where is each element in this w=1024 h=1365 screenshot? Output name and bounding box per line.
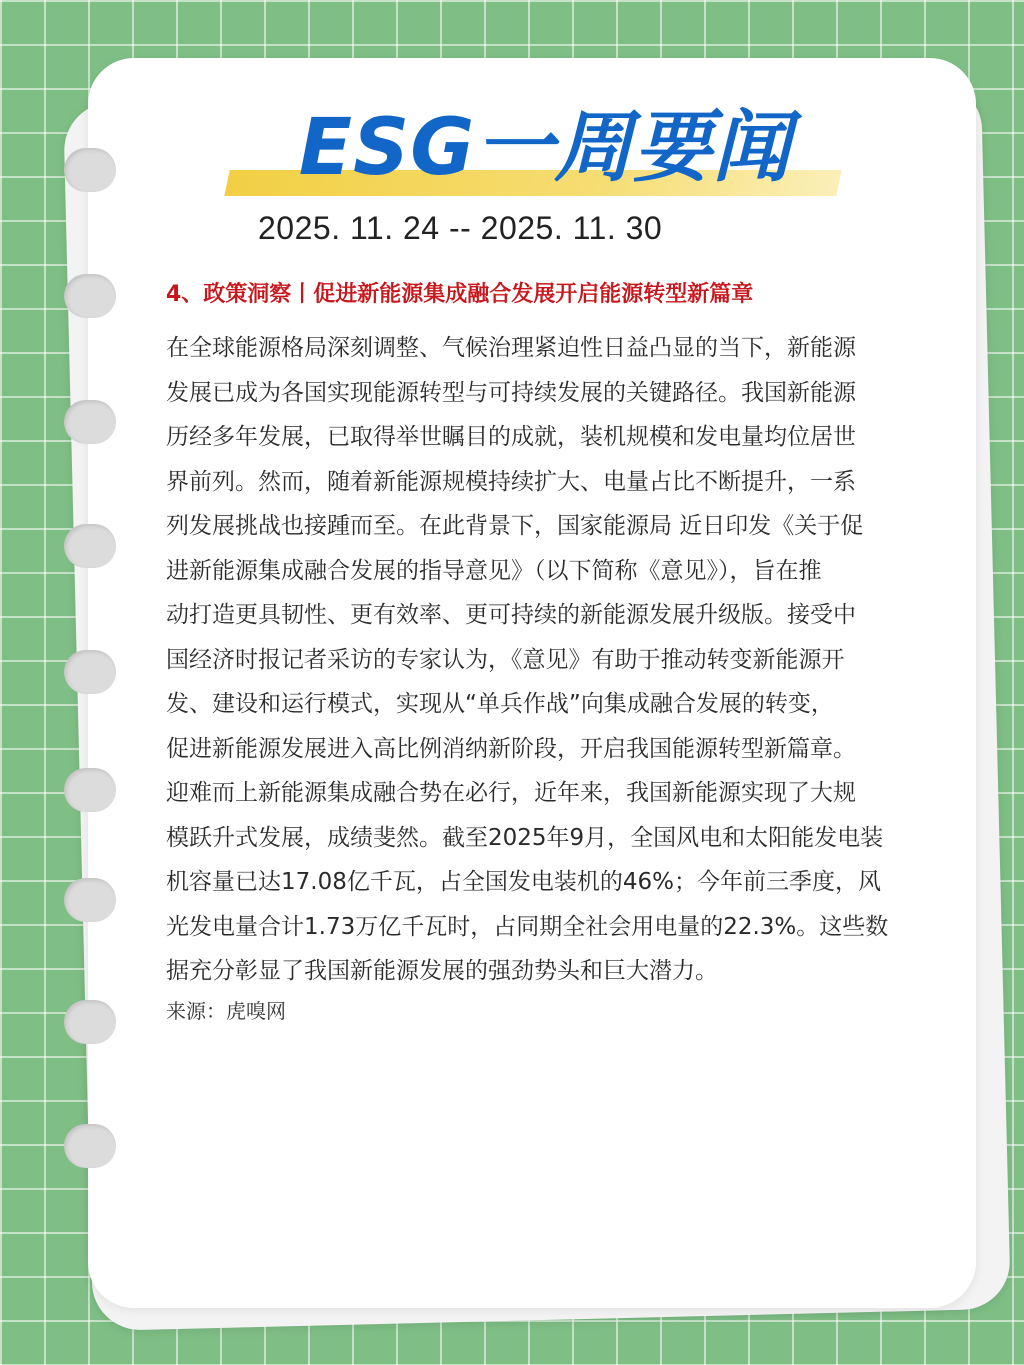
body-line: 动打造更具韧性、更有效率、更可持续的新能源发展升级版。接受中 <box>166 602 856 628</box>
article-source: 来源：虎嗅网 <box>166 999 286 1023</box>
body-line: 据充分彰显了我国新能源发展的强劲势头和巨大潜力。 <box>166 958 718 984</box>
body-line: 历经多年发展，已取得举世瞩目的成就，装机规模和发电量均位居世 <box>166 424 856 450</box>
body-line: 促进新能源发展进入高比例消纳新阶段，开启我国能源转型新篇章。 <box>166 735 856 762</box>
body-line: 界前列。然而，随着新能源规模持续扩大、电量占比不断提升，一系 <box>166 468 856 495</box>
binder-hole <box>64 1000 116 1044</box>
binder-hole <box>64 768 116 812</box>
body-line: 在全球能源格局深刻调整、气候治理紧迫性日益凸显的当下，新能源 <box>166 335 856 361</box>
binder-hole <box>64 400 116 444</box>
binder-hole <box>64 274 116 318</box>
body-line: 列发展挑战也接踵而至。在此背景下，国家能源局 近日印发《关于促 <box>166 513 864 539</box>
body-line: 模跃升式发展，成绩斐然。截至2025年9月，全国风电和太阳能发电装 <box>166 824 884 851</box>
body-line: 进新能源集成融合发展的指导意见》（以下简称《意见》），旨在推 <box>166 557 822 584</box>
binder-hole <box>64 1124 116 1168</box>
body-line: 发、建设和运行模式，实现从“单兵作战”向集成融合发展的转变， <box>166 691 834 717</box>
title-block <box>215 100 845 200</box>
body-line: 光发电量合计1.73万亿千瓦时，占同期全社会用电量的22.3%。这些数 <box>166 913 889 940</box>
binder-hole <box>64 650 116 694</box>
body-line: 机容量已达17.08亿千瓦，占全国发电装机的46%；今年前三季度，风 <box>166 869 881 895</box>
binder-hole <box>64 878 116 922</box>
body-line: 迎难而上新能源集成融合势在必行，近年来，我国新能源实现了大规 <box>166 780 856 806</box>
binder-hole <box>64 148 116 192</box>
body-line: 发展已成为各国实现能源转型与可持续发展的关键路径。我国新能源 <box>166 379 856 406</box>
binder-hole <box>64 524 116 568</box>
body-line: 国经济时报记者采访的专家认为，《意见》有助于推动转变新能源开 <box>166 646 845 673</box>
article-body <box>166 326 926 994</box>
date-range: 2025. 11. 24 -- 2025. 11. 30 <box>258 210 663 246</box>
article-headline: 4、政策洞察丨促进新能源集成融合发展开启能源转型新篇章 <box>166 282 754 307</box>
page-title: ESG一周要闻 <box>298 103 792 193</box>
